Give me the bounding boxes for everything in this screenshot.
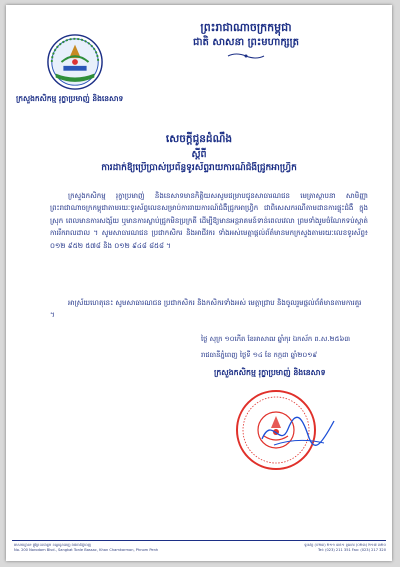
closing-paragraph: អាស្រ័យហេតុនេះ សូមសាធារណជន ប្រជាកសិករ និងកសិករទាំងអស់ មេត្តាជ្រាប និងចូលរួមផ្តល់ព័ត៌មានតាមការគួរ ។: [50, 299, 362, 320]
footer-address: [14, 543, 194, 553]
solar-date: រាជធានីភ្នំពេញ ថ្ងៃទី ១៤ ខែ កក្កដា ឆ្នាំ២០១៩: [201, 351, 318, 359]
footer-divider: [12, 540, 386, 541]
ministry-heading: ក្រសួងកសិកម្ម រុក្ខាប្រមាញ់ និងនេសាទ: [16, 94, 124, 103]
body-paragraph: [50, 190, 368, 252]
footer-address-en: No. 200 Norodom Blvd., Sangkat Tonle Bassac, Khan Chamkarmon, Phnom Penh: [14, 548, 159, 552]
body-text: ក្រសួងកសិកម្ម រុក្ខាប្រមាញ់ និងនេសាទមានកិត្តិយសសូមជម្រាបជូនសាធារណជន មេត្រាស្ថាបនា សាមិញ្ញា ព្រះរាជាណាចក្រកម្ពុជាតាមរយៈទូរស័ព្ទលេខសម្រាប់ការរាយការណ៍ជំងឺជ្រូកអាហ្វ្រិក ជាពិសេសករណីតាមដានការផ្ទុះជំងឺ ក្នុងស្រុក ពេលមានការសង្ស័យ ឬមានការស្លាប់ជ្រូកមិនប្រក្រតី ដើម្បីឱ្យមានអន្តរាគមន៍ទាន់ពេលវេលា ព្រមទាំងរួមចំណែកទប់ស្កាត់ការរីករាលដាល ។ សូមសាធារណជន ប្រជាកសិករ និងអាជីវករ ទាំងអស់មេត្តាផ្តល់ព័ត៌មានមកក្រសួងតាមរយៈលេខទូរស័ព្ទ៖: [50, 192, 368, 238]
signatory-ministry: ក្រសួងកសិកម្ម រុក្ខាប្រមាញ់ និងនេសាទ: [214, 368, 326, 377]
footer-contact: [216, 543, 386, 553]
signature-icon: [258, 409, 338, 455]
document-subject: ការដាក់ឱ្យប្រើប្រាស់ប្រព័ន្ធទូរស័ព្ទរាយការណ៍ជំងឺជ្រូកអាហ្វ្រិក: [101, 163, 297, 173]
ornament-divider-icon: [226, 52, 266, 60]
footer-address-km: អាសយដ្ឋាន៖ ផ្លូវព្រះនរោត្តម ខណ្ឌដូនពេញ រាជធានីភ្នំពេញ: [14, 543, 92, 547]
document-about: ស្តីពី: [191, 149, 207, 160]
phone-numbers: ០១២ ៩៥២ ៥៧៨ និង ០១២ ៩៤៨ ៨៥៨ ។: [50, 241, 171, 250]
footer-contact-km: ទូរស័ព្ទ (០២៣) ២១១ ៣៥១ ទូរសារ (០២៣) ២១៧ ៣២០: [304, 543, 386, 547]
document-type: សេចក្តីជូនដំណឹង: [165, 133, 233, 145]
lunar-date: ថ្ងៃ សុក្រ ១០កើត ខែអាសាឍ ឆ្នាំកុរ ឯកស័ក ព.ស.២៥៦៣: [201, 335, 351, 343]
document-page: [6, 5, 392, 561]
kingdom-heading: ព្រះរាជាណាចក្រកម្ពុជា: [200, 21, 292, 34]
national-motto: ជាតិ សាសនា ព្រះមហាក្សត្រ: [193, 37, 299, 48]
footer-contact-en: Tel: (023) 211 351 Fax: (023) 217 320: [317, 548, 386, 552]
ministry-logo-icon: [46, 33, 104, 91]
